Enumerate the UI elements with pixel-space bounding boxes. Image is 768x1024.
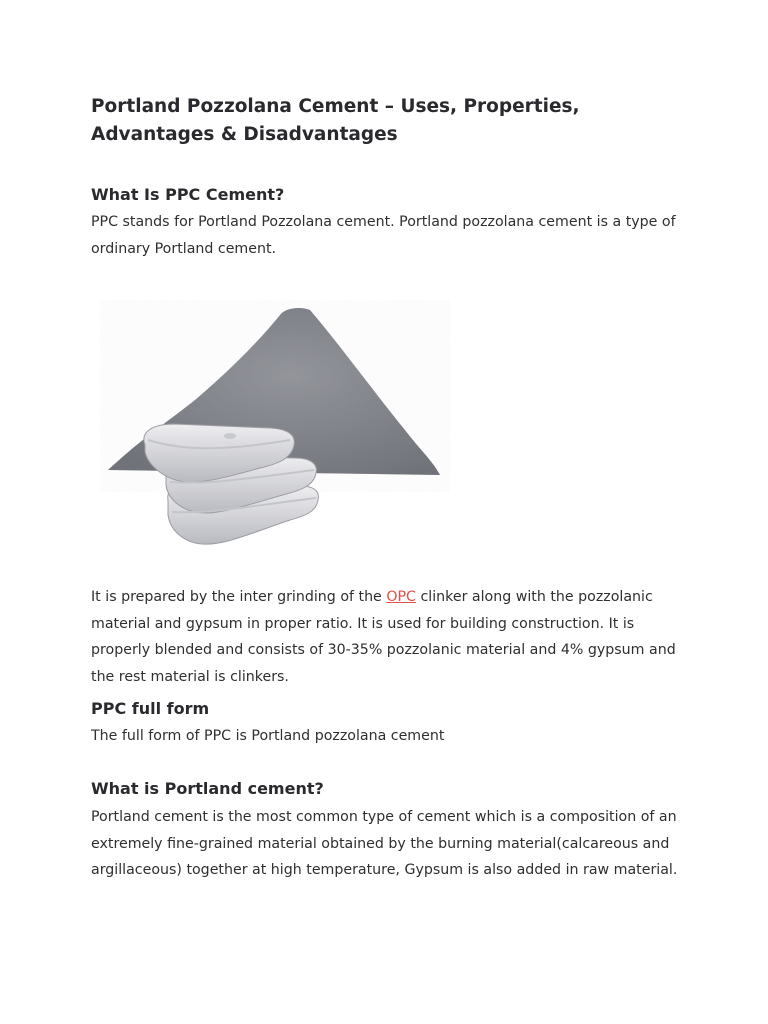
section-heading-what-is-ppc: What Is PPC Cement? bbox=[91, 185, 285, 204]
opc-link[interactable]: OPC bbox=[386, 589, 416, 605]
section-heading-ppc-full-form: PPC full form bbox=[91, 699, 210, 718]
paragraph-text-after-link: clinker along with the pozzolanic material and gypsum in proper ratio. It is used for building construction. It is properly blended and consists of 30-35% pozzolanic material and 4% gypsum and the rest material is clinkers. bbox=[91, 589, 676, 685]
paragraph-text-before-link: It is prepared by the inter grinding of the bbox=[91, 589, 387, 605]
cement-illustration bbox=[100, 300, 450, 555]
paragraph-ppc-preparation bbox=[91, 584, 681, 690]
article-title: Portland Pozzolana Cement – Uses, Properties, Advantages & Disadvantages bbox=[91, 96, 580, 145]
paragraph-ppc-full-form: The full form of PPC is Portland pozzolana cement bbox=[91, 728, 445, 744]
paragraph-ppc-definition: PPC stands for Portland Pozzolana cement. Portland pozzolana cement is a type of ordinary Portland cement. bbox=[91, 214, 676, 257]
paragraph-portland-cement-definition: Portland cement is the most common type of cement which is a composition of an extremely fine-grained material obtained by the burning material(calcareous and argillaceous) together at high temperature, Gypsum is also added in raw material. bbox=[91, 809, 678, 878]
cement-pile-and-bags-icon bbox=[100, 300, 450, 555]
section-heading-what-is-portland-cement: What is Portland cement? bbox=[91, 779, 324, 798]
